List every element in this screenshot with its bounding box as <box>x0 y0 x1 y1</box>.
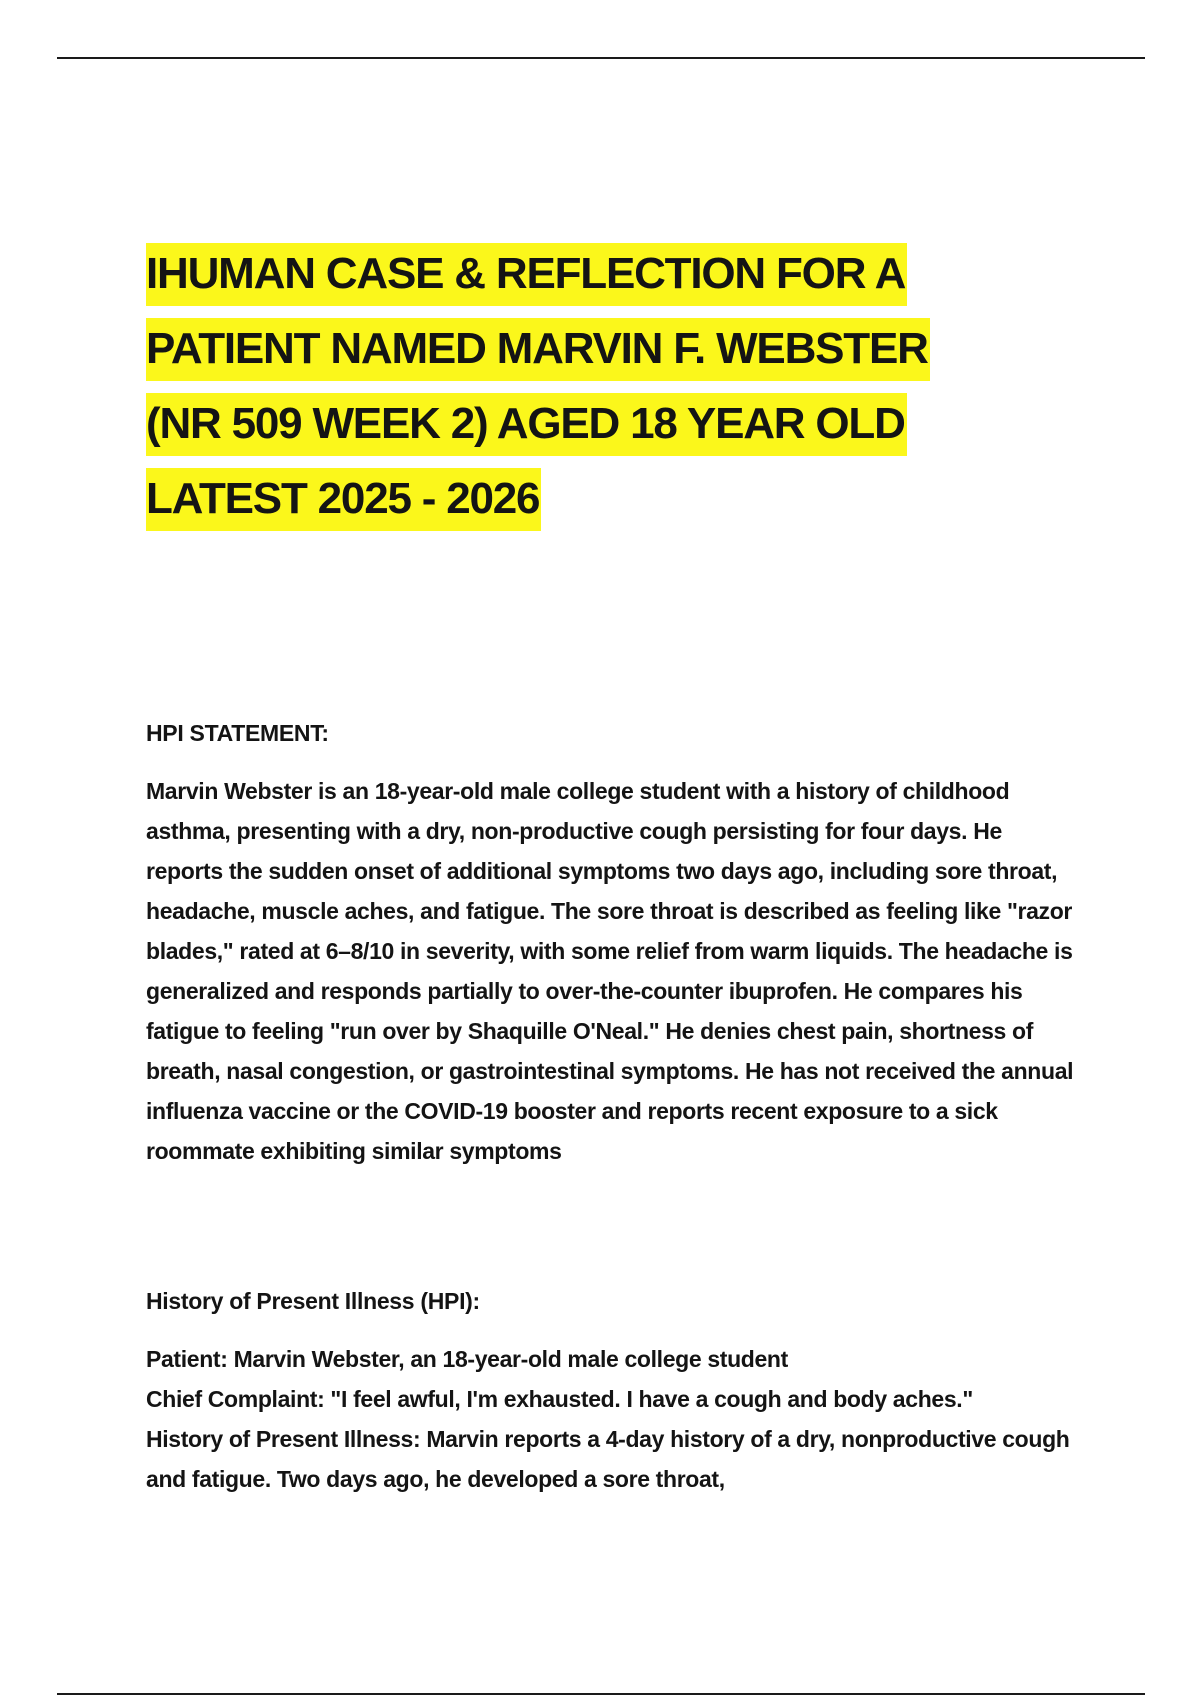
title-line-1-text: IHUMAN CASE & REFLECTION FOR A <box>146 243 907 306</box>
top-divider <box>57 57 1145 59</box>
title-line-4-text: LATEST 2025 - 2026 <box>146 468 541 531</box>
hpi-chief-complaint: Chief Complaint: "I feel awful, I'm exhausted. I have a cough and body aches." <box>146 1386 973 1412</box>
title-line-4 <box>146 461 1046 536</box>
title-line-2 <box>146 311 1046 386</box>
hpi-statement-section <box>146 720 1076 1171</box>
hpi-history: History of Present Illness: Marvin reports a 4-day history of a dry, nonproductive cough and fatigue. Two days ago, he developed a sore throat, <box>146 1426 1070 1492</box>
hpi-heading: History of Present Illness (HPI): <box>146 1288 480 1314</box>
title-line-1 <box>146 236 1046 311</box>
hpi-details <box>146 1339 1076 1499</box>
document-title <box>146 236 1046 536</box>
bottom-divider <box>57 1693 1145 1695</box>
hpi-statement-heading: HPI STATEMENT: <box>146 720 329 746</box>
hpi-section <box>146 1288 1076 1499</box>
hpi-patient: Patient: Marvin Webster, an 18-year-old male college student <box>146 1346 788 1372</box>
hpi-statement-body: Marvin Webster is an 18-year-old male college student with a history of childhood asthma, presenting with a dry, non-productive cough persisting for four days. He reports the sudden onset of additional symptoms two days ago, including sore throat, headache, muscle aches, and fatigue. The sore throat is described as feeling like "razor blades," rated at 6–8/10 in severity, with some relief from warm liquids. The headache is generalized and responds partially to over-the-counter ibuprofen. He compares his fatigue to feeling "run over by Shaquille O'Neal." He denies chest pain, shortness of breath, nasal congestion, or gastrointestinal symptoms. He has not received the annual influenza vaccine or the COVID-19 booster and reports recent exposure to a sick roommate exhibiting similar symptoms <box>146 778 1074 1164</box>
title-line-3-text: (NR 509 WEEK 2) AGED 18 YEAR OLD <box>146 393 907 456</box>
title-line-2-text: PATIENT NAMED MARVIN F. WEBSTER <box>146 318 930 381</box>
title-line-3 <box>146 386 1046 461</box>
